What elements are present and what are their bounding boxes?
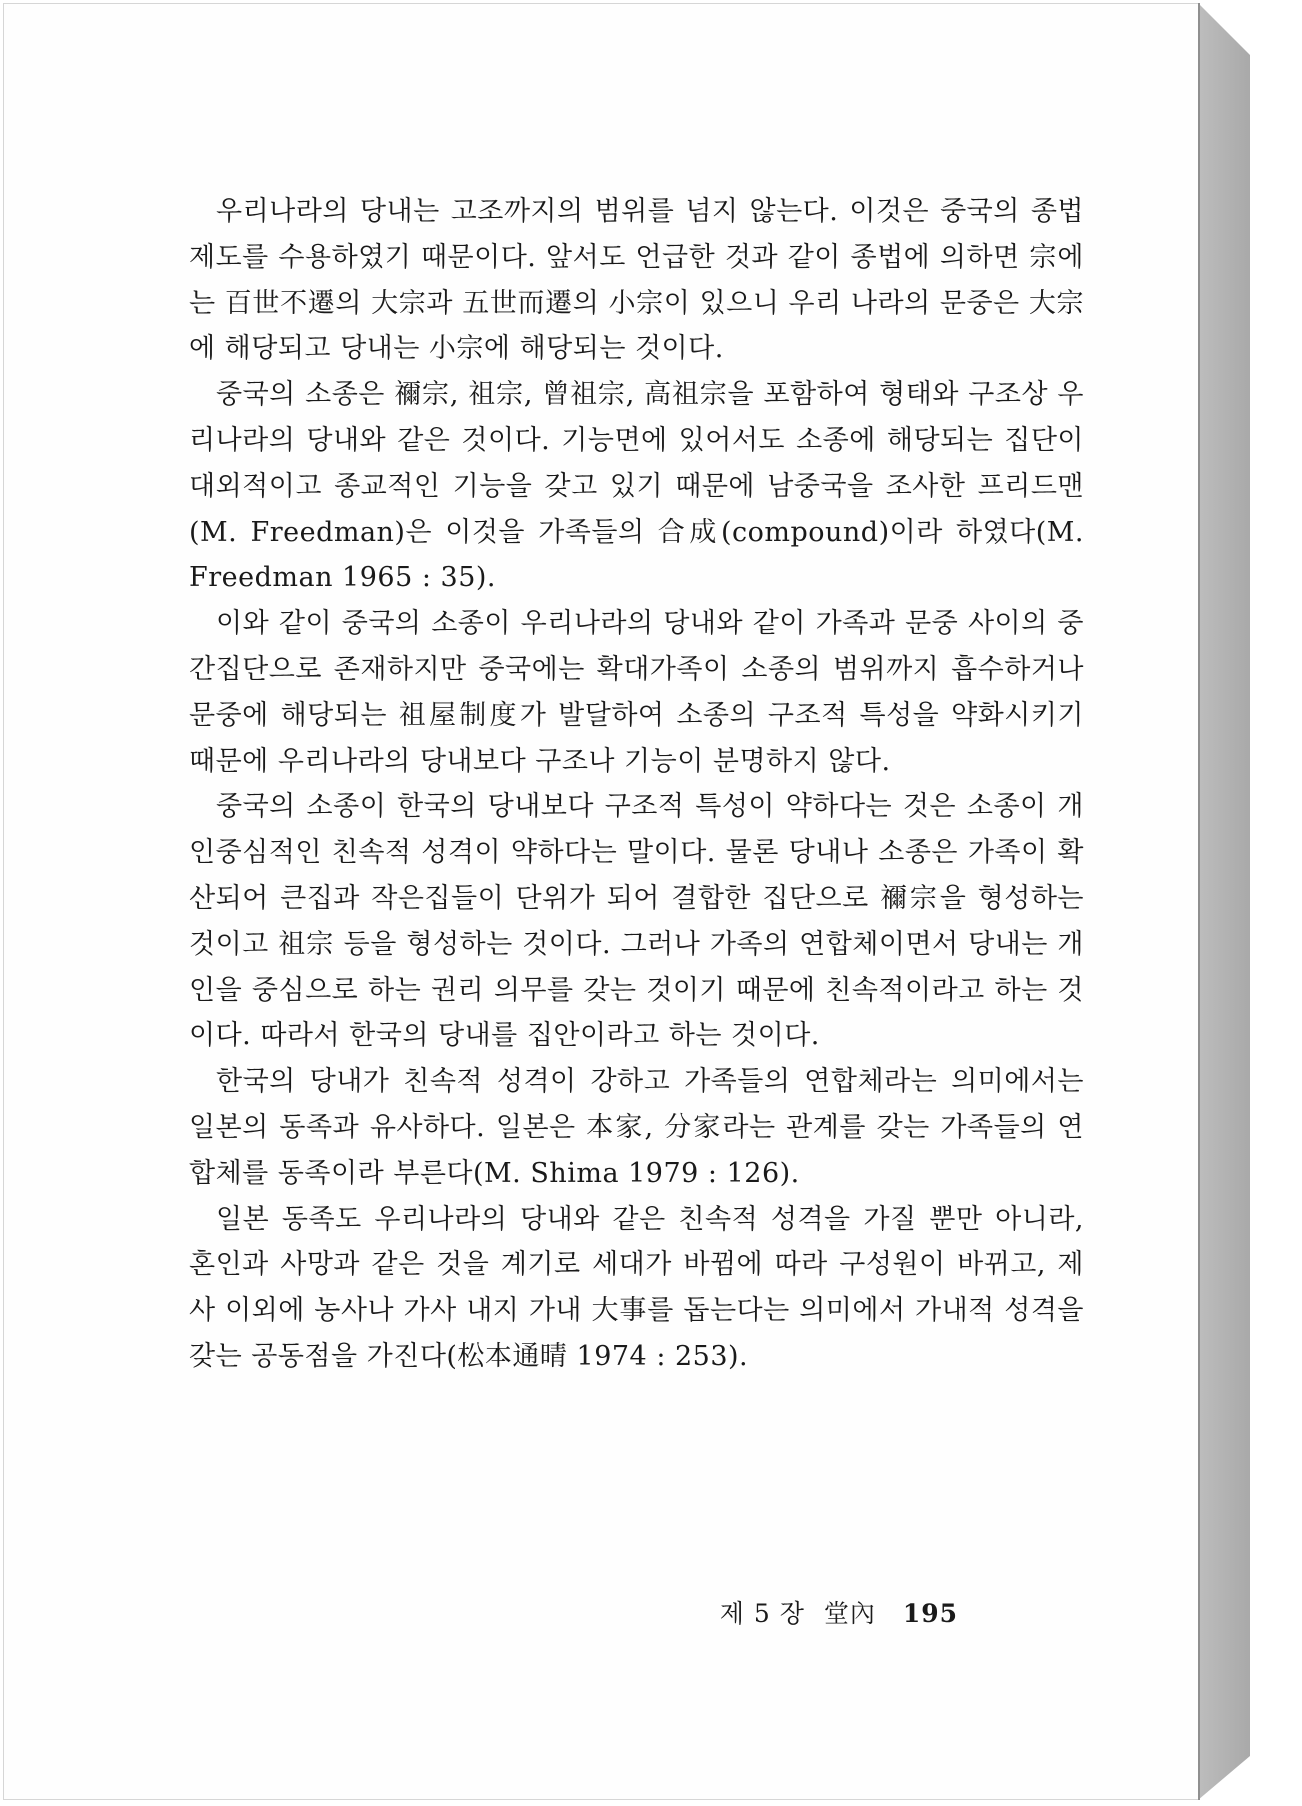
chapter-label: 제 5 장 bbox=[719, 1599, 805, 1628]
paragraph-6: 일본 동족도 우리나라의 당내와 같은 친속적 성격을 가질 뿐만 아니라, 혼인과 사망과 같은 것을 계기로 세대가 바뀜에 따라 구성원이 바뀌고, 제사 이외에 농사나 가사 내지 가내 大事를 돕는다는 의미에서 가내적 성격을 갖는 공동점을 가진다(松本通晴 1974 : 253). bbox=[189, 1203, 1084, 1372]
paragraph-3: 이와 같이 중국의 소종이 우리나라의 당내와 같이 가족과 문중 사이의 중간집단으로 존재하지만 중국에는 확대가족이 소종의 범위까지 흡수하거나 문중에 해당되는 祖屋制度가 발달하여 소종의 구조적 특성을 약화시키기 때문에 우리나라의 당내보다 구조나 기능이 분명하지 않다. bbox=[189, 608, 1084, 777]
chapter-title: 堂內 bbox=[823, 1599, 876, 1628]
book-page bbox=[3, 3, 1199, 1800]
page-number: 195 bbox=[902, 1599, 958, 1628]
paragraph-4: 중국의 소종이 한국의 당내보다 구조적 특성이 약하다는 것은 소종이 개인중심적인 친속적 성격이 약하다는 말이다. 물론 당내나 소종은 가족이 확산되어 큰집과 작은집들이 단위가 되어 결합한 집단으로 禰宗을 형성하는 것이고 祖宗 등을 형성하는 것이다. 그러나 가족의 연합체이면서 당내는 개인을 중심으로 하는 권리 의무를 갖는 것이기 때문에 친속적이라고 하는 것이다. 따라서 한국의 당내를 집안이라고 하는 것이다. bbox=[189, 791, 1084, 1052]
book-spine-edge bbox=[1198, 3, 1250, 1800]
paragraph-1: 우리나라의 당내는 고조까지의 범위를 넘지 않는다. 이것은 중국의 종법제도를 수용하였기 때문이다. 앞서도 언급한 것과 같이 종법에 의하면 宗에는 百世不遷의 大宗과 五世而遷의 小宗이 있으니 우리 나라의 문중은 大宗에 해당되고 당내는 小宗에 해당되는 것이다. bbox=[189, 196, 1084, 365]
book-spine-line bbox=[1198, 3, 1200, 1800]
paragraph-5: 한국의 당내가 친속적 성격이 강하고 가족들의 연합체라는 의미에서는 일본의 동족과 유사하다. 일본은 本家, 分家라는 관계를 갖는 가족들의 연합체를 동족이라 부른다(M. Shima 1979 : 126). bbox=[189, 1066, 1084, 1189]
paragraph-2: 중국의 소종은 禰宗, 祖宗, 曾祖宗, 高祖宗을 포함하여 형태와 구조상 우리나라의 당내와 같은 것이다. 기능면에 있어서도 소종에 해당되는 집단이 대외적이고 종교적인 기능을 갖고 있기 때문에 남중국을 조사한 프리드맨(M. Freedman)은 이것을 가족들의 合成(compound)이라 하였다(M. Freedman 1965 : 35). bbox=[189, 379, 1084, 594]
page-footer bbox=[710, 1594, 958, 1630]
body-text bbox=[189, 189, 1084, 1380]
